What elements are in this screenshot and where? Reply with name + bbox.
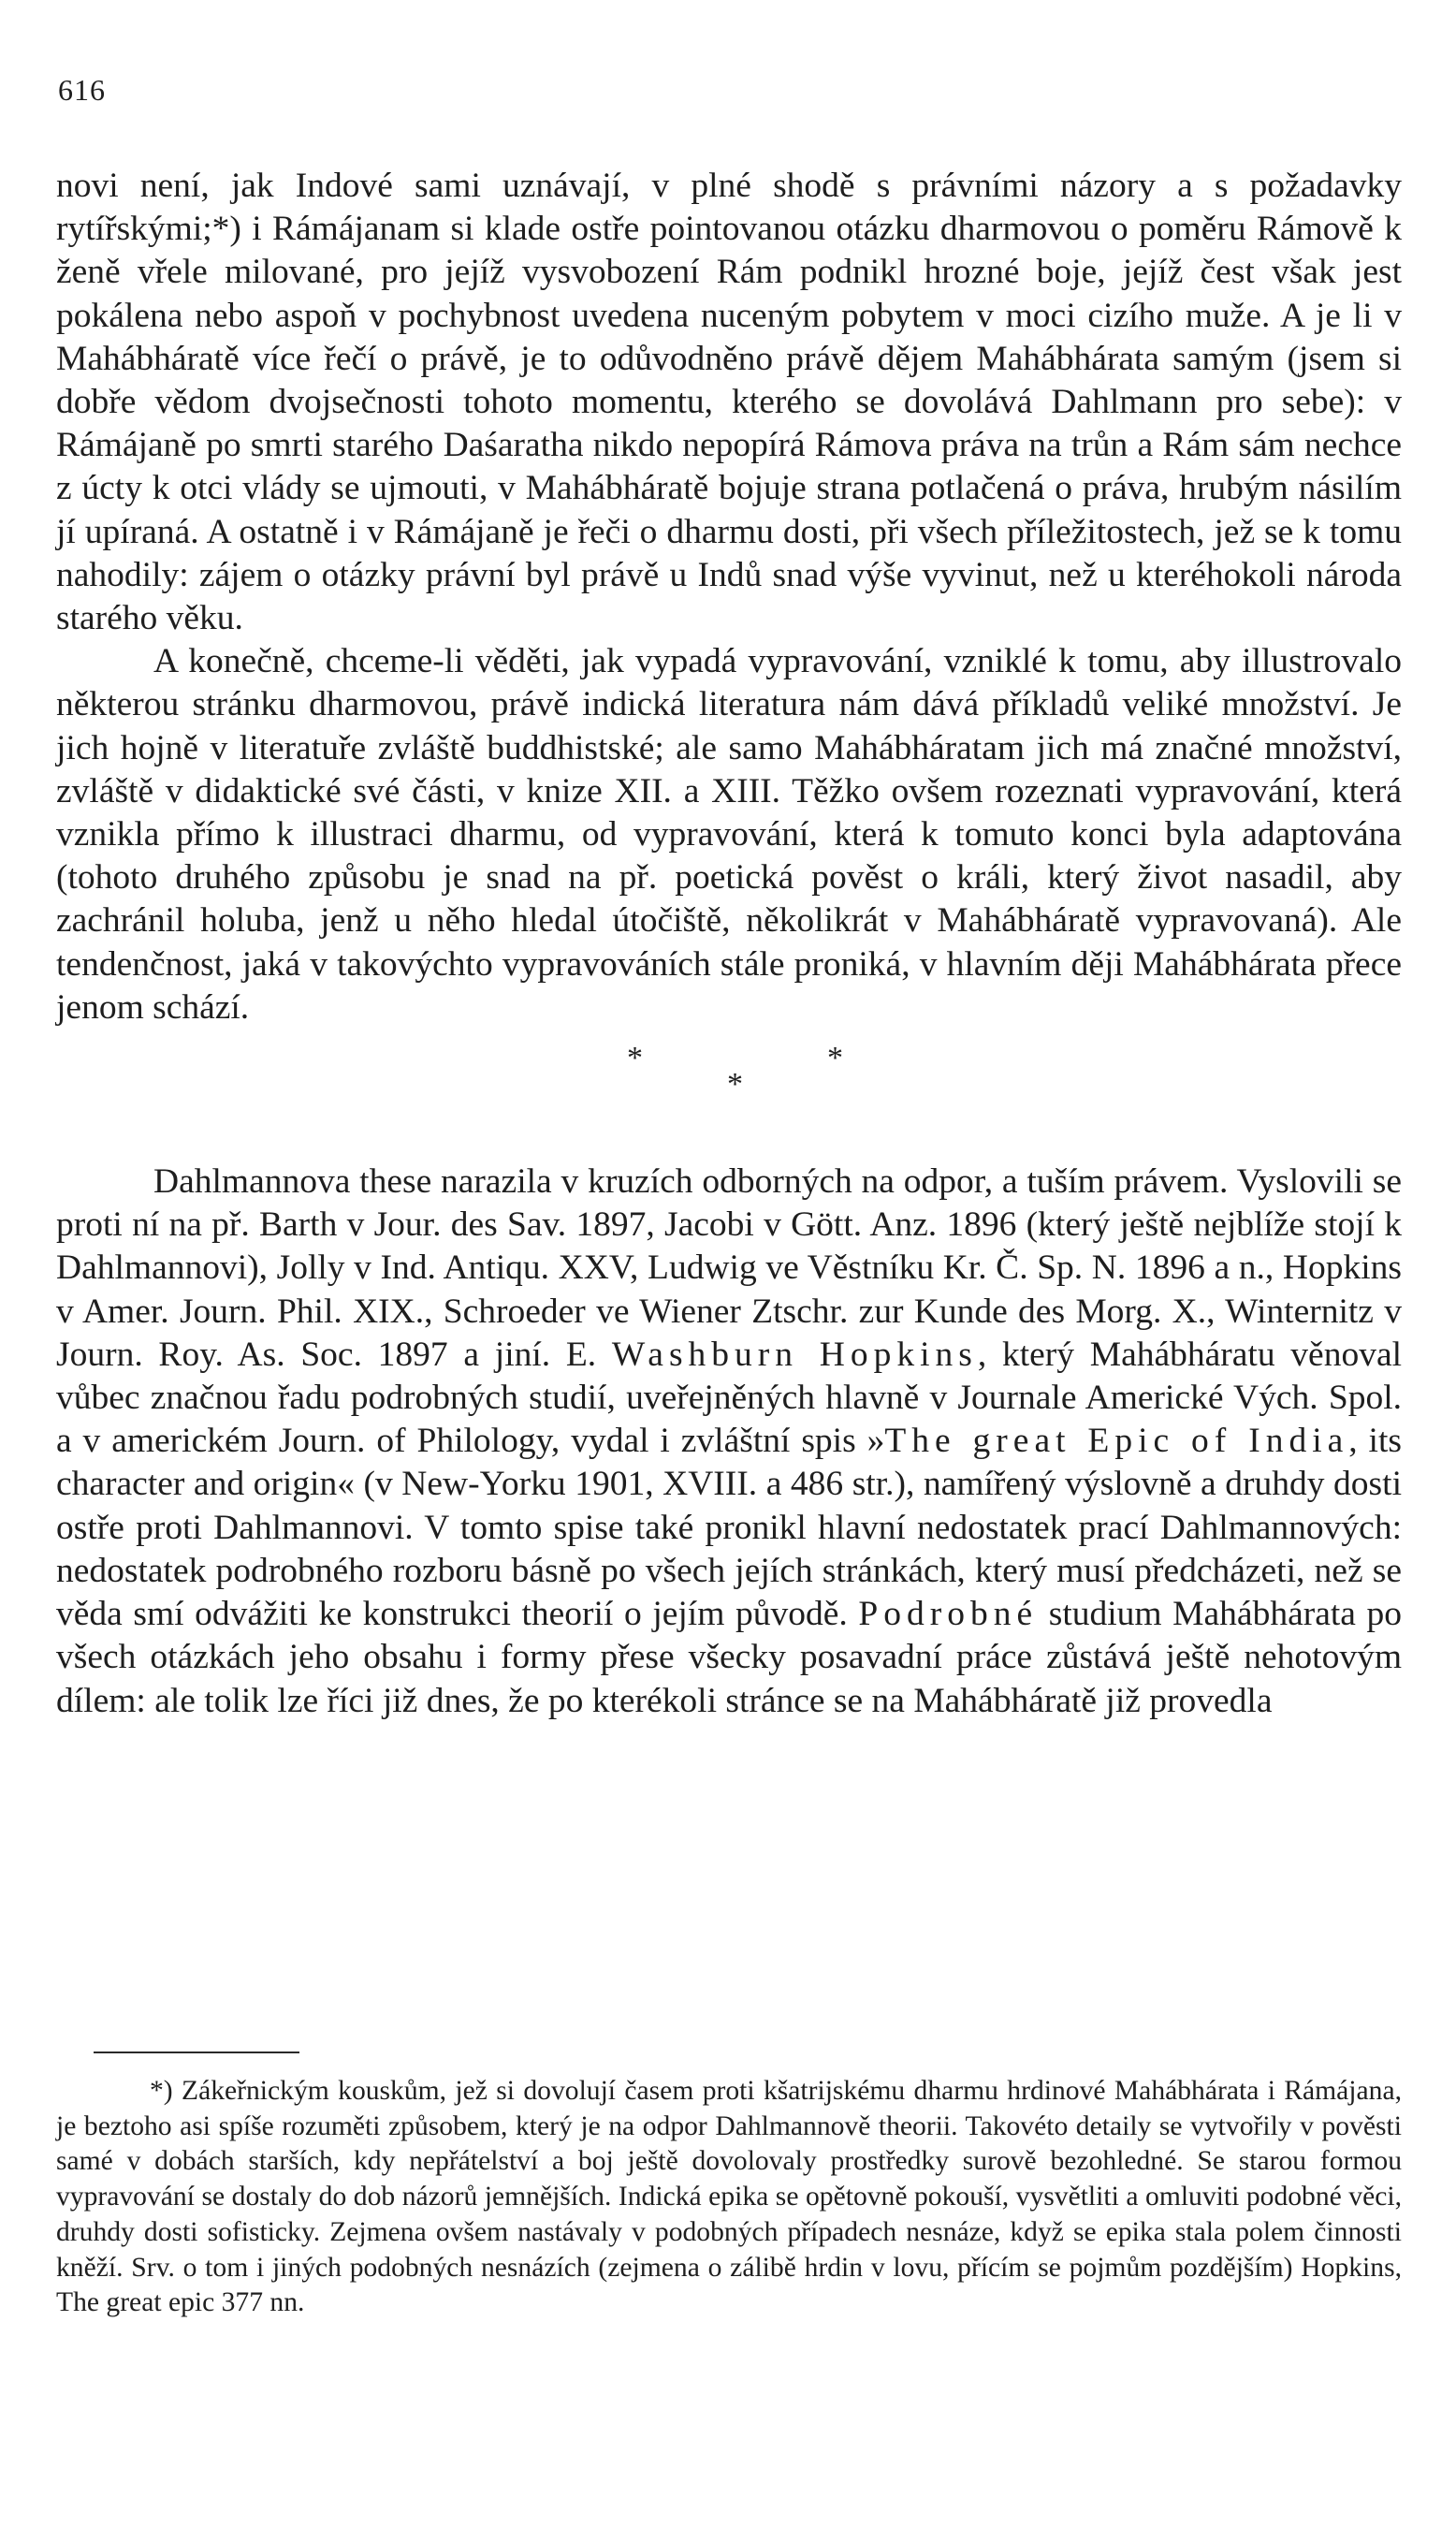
paragraph-3 bbox=[56, 1161, 1402, 1723]
footnote-separator-rule bbox=[94, 2051, 299, 2053]
paragraph-3-part-3: , its character and origin« (v New-Yorku 1901, XVIII. a 486 str.), namířený výslovně a druhdy dosti ostře proti Dahlmannovi. V tomto spise také pronikl hlavní nedostatek prací Dahlmannových: nedostatek podrobného rozboru básně po všech jejích stránkách, který musí předcházeti, než se věda smí odvážiti ke konstrukci theorií o jejím původě. bbox=[56, 1422, 1402, 1634]
section-asterism bbox=[56, 1029, 1402, 1161]
paragraph-3-part-2: , který Mahábháratu věnoval vůbec značnou řadu podrobných studií, uveřejněných hlavně v Journale Americké Vých. Spol. a v americkém Journ. of Philology, vydal i zvláštní spis » bbox=[56, 1335, 1403, 1461]
asterisk-right: * bbox=[827, 1041, 843, 1076]
paragraph-3-part-1: Dahlmannova these narazila v kruzích odborných na odpor, a tuším právem. Vyslovili se proti ní na př. Barth v Jour. des Sav. 1897, Jacobi v Gött. Anz. 1896 (který ještě nejblíže stojí k Dahlmannovi), Jolly v Ind. Antiqu. XXV, Ludwig ve Věstníku Kr. Č. Sp. N. 1896 a n., Hopkins v Amer. Journ. Phil. XIX., Schroeder ve Wiener Ztschr. zur Kunde des Morg. X., Winternitz v Journ. Roy. As. Soc. 1897 a jiní. E. bbox=[56, 1162, 1402, 1374]
asterisk-left: * bbox=[627, 1041, 643, 1076]
asterisk-bottom: * bbox=[727, 1067, 743, 1102]
paragraph-3-part-4: studium Mahábhárata po všech otázkách jeho obsahu i formy přese všecky posavadní práce zůstává ještě nehotovým dílem: ale tolik lze říci již dnes, že po kterékoli stránce se na Mahábháratě již provedla bbox=[56, 1595, 1403, 1720]
book-title-spaced: The great Epic of India bbox=[884, 1422, 1349, 1461]
footnote: *) Zákeřnickým kouskům, jež si dovolují časem proti kšatrijskému dharmu hrdinové Mahábhárata i Rámájana, je beztoho asi spíše rozuměti způsobem, který je na odpor Dahlmannově theorii. Takovéto detaily se vytvořily v pověsti samé v dobách starších, kdy nepřátelství a boj ještě dovolovaly prostředky surově bezohledné. Se starou formou vypravování se dostaly do dob názorů jemnějších. Indická epika se opětovně pokouší, vysvětliti a omluviti podobné věci, druhdy dosti sofisticky. Zejmena ovšem nastávaly v podobných případech nesnáze, když se epika stala polem činnosti kněží. Srv. o tom i jiných podobných nesnázích (zejmena o zálibě hrdin v lovu, přícím se pojmům pozdějším) Hopkins, The great epic 377 nn. bbox=[56, 2076, 1402, 2318]
main-text bbox=[56, 165, 1402, 1723]
emphasis-spaced: Podrobné bbox=[858, 1595, 1039, 1634]
author-name-spaced: Washburn Hopkins bbox=[611, 1335, 978, 1374]
paragraph-2: A konečně, chceme-li věděti, jak vypadá vypravování, vzniklé k tomu, aby illustrovalo některou stránku dharmovou, právě indická literatura nám dává příkladů veliké množství. Je jich hojně v literatuře zvláště buddhistské; ale samo Mahábháratam jich má značné množství, zvláště v didaktické své části, v knize XII. a XIII. Těžko ovšem rozeznati vypravování, která vznikla přímo k illustraci dharmu, od vypravování, která k tomuto konci byla adaptována (tohoto druhého způsobu je snad na př. poetická pověst o králi, který život nasadil, aby zachránil holuba, jenž u něho hledal útočiště, několikrát v Mahábháratě vypravovaná). Ale tendenčnost, jaká v takovýchto vypravováních stále proniká, v hlavním ději Mahábhárata přece jenom schází. bbox=[56, 642, 1402, 1027]
paragraph-1: novi není, jak Indové sami uznávají, v plné shodě s právními názory a s požadavky rytířskými;*) i Rámájanam si klade ostře pointovanou otázku dharmovou o poměru Rámově k ženě vřele milované, pro jejíž vysvobození Rám podnikl hrozné boje, jejíž čest však jest pokálena nebo aspoň v pochybnost uvedena nuceným pobytem v moci cizího muže. A je li v Mahábháratě více řečí o právě, je to odůvodněno právě dějem Mahábhárata samým (jsem si dobře vědom dvojsečnosti tohoto momentu, kterého se dovolává Dahlmann pro sebe): v Rámájaně po smrti starého Daśaratha nikdo nepopírá Rámova práva na trůn a Rám sám nechce z úcty k otci vlády se ujmouti, v Mahábháratě bojuje strana potlačená o práva, hrubým násilím jí upíraná. A ostatně i v Rámájaně je řeči o dharmu dosti, při všech příležitostech, jež se k tomu nahodily: zájem o otázky právní byl právě u Indů snad výše vyvinut, než u kteréhokoli národa starého věku. bbox=[56, 167, 1402, 638]
page-number: 616 bbox=[58, 73, 106, 107]
